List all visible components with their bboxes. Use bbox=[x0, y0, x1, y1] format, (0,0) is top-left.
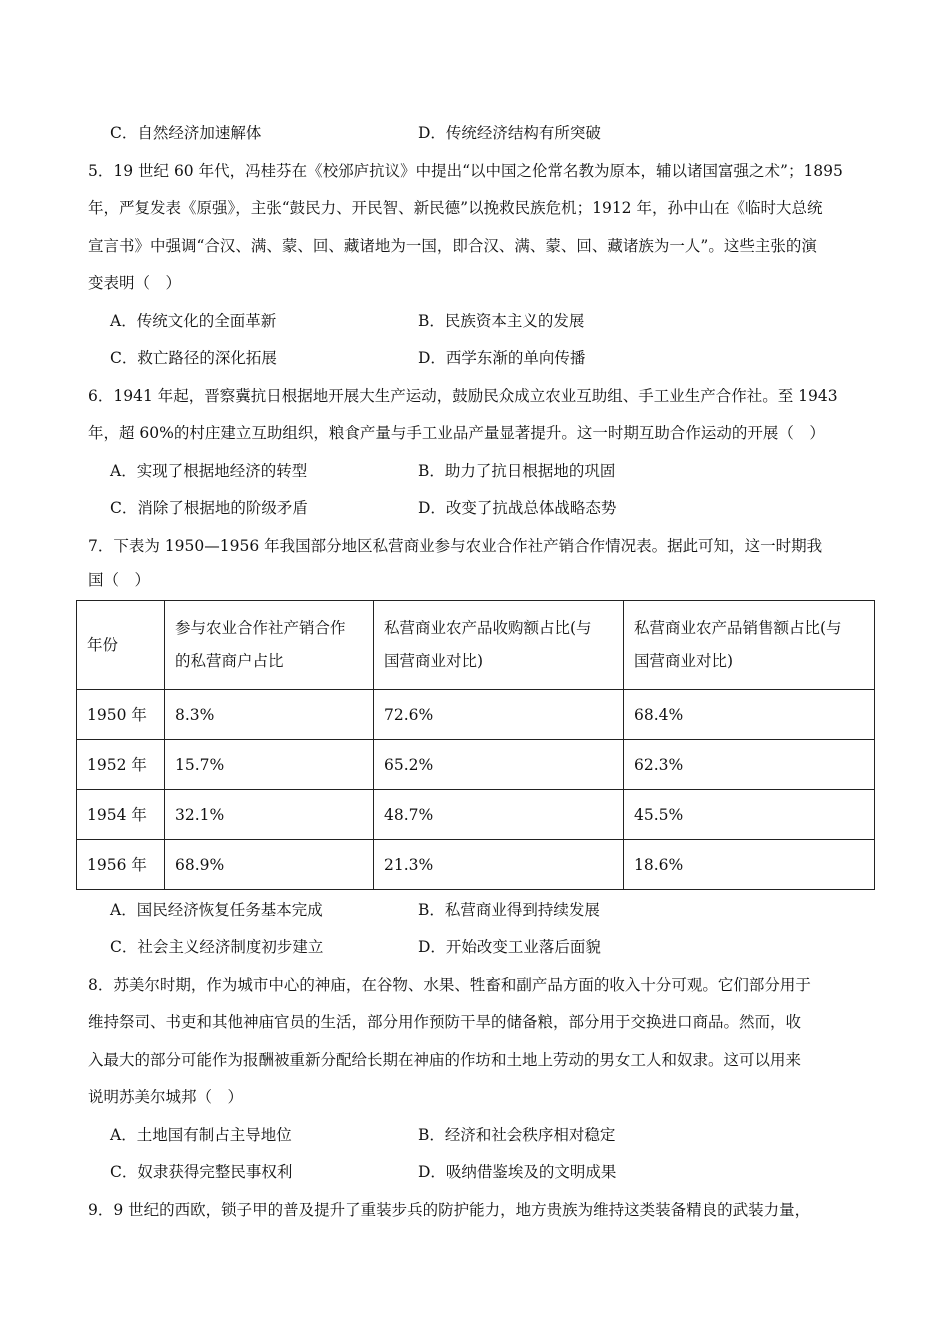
q5-option-a: A．传统文化的全面革新 bbox=[110, 312, 277, 330]
table-header-cell bbox=[624, 601, 875, 690]
q6-stem-line-2: 年，超 60%的村庄建立互助组织，粮食产量与手工业品产量显著提升。这一时期互助合作运动的开展（ ） bbox=[88, 424, 825, 442]
q7-data-table bbox=[76, 600, 875, 890]
table-cell: 72.6% bbox=[374, 690, 624, 740]
table-cell: 15.7% bbox=[165, 740, 374, 790]
table-row bbox=[77, 690, 875, 740]
q5-stem-line-2: 年，严复发表《原强》，主张“鼓民力、开民智、新民德”以挽救民族危机；1912 年，孙中山在《临时大总统 bbox=[88, 199, 823, 217]
q7-stem-line-1: 7．下表为 1950—1956 年我国部分地区私营商业参与农业合作社产销合作情况表。据此可知，这一时期我 bbox=[88, 537, 823, 555]
q7-option-d: D．开始改变工业落后面貌 bbox=[418, 938, 601, 956]
table-cell: 8.3% bbox=[165, 690, 374, 740]
table-cell: 65.2% bbox=[374, 740, 624, 790]
header-line: 私营商业农产品收购额占比(与 bbox=[384, 619, 592, 637]
table-header-cell bbox=[374, 601, 624, 690]
q4-option-c: C．自然经济加速解体 bbox=[110, 124, 262, 142]
table-cell: 48.7% bbox=[374, 790, 624, 840]
q5-stem-line-1: 5．19 世纪 60 年代，冯桂芬在《校邠庐抗议》中提出“以中国之伦常名教为原本，辅以诸国富强之术”；1895 bbox=[88, 162, 843, 180]
q8-option-c: C．奴隶获得完整民事权利 bbox=[110, 1163, 293, 1181]
table-cell-year: 1950 年 bbox=[77, 690, 165, 740]
q8-stem-line-3: 入最大的部分可能作为报酬被重新分配给长期在神庙的作坊和土地上劳动的男女工人和奴隶。这可以用来 bbox=[88, 1051, 802, 1069]
header-line: 的私营商户占比 bbox=[175, 652, 284, 670]
q5-stem-line-3: 宣言书》中强调“合汉、满、蒙、回、藏诸地为一国，即合汉、满、蒙、回、藏诸族为一人”。这些主张的演 bbox=[88, 237, 817, 255]
header-line: 国营商业对比) bbox=[634, 652, 734, 670]
table-cell: 21.3% bbox=[374, 840, 624, 890]
table-row bbox=[77, 840, 875, 890]
q7-option-c: C．社会主义经济制度初步建立 bbox=[110, 938, 324, 956]
q5-option-b: B．民族资本主义的发展 bbox=[418, 312, 585, 330]
q9-stem-line-1: 9．9 世纪的西欧，锁子甲的普及提升了重装步兵的防护能力，地方贵族为维持这类装备精良的武装力量， bbox=[88, 1201, 811, 1219]
table-cell-year: 1954 年 bbox=[77, 790, 165, 840]
q8-stem-line-4: 说明苏美尔城邦（ ） bbox=[88, 1088, 244, 1106]
header-line: 私营商业农产品销售额占比(与 bbox=[634, 619, 842, 637]
table-cell: 18.6% bbox=[624, 840, 875, 890]
q6-option-a: A．实现了根据地经济的转型 bbox=[110, 462, 308, 480]
table-header-row bbox=[77, 601, 875, 690]
header-line: 年份 bbox=[87, 635, 119, 654]
q6-option-c: C．消除了根据地的阶级矛盾 bbox=[110, 499, 308, 517]
q7-option-b: B．私营商业得到持续发展 bbox=[418, 901, 600, 919]
q8-option-d: D．吸纳借鉴埃及的文明成果 bbox=[418, 1163, 617, 1181]
q8-option-a: A．土地国有制占主导地位 bbox=[110, 1126, 292, 1144]
table-cell: 62.3% bbox=[624, 740, 875, 790]
table-cell: 68.4% bbox=[624, 690, 875, 740]
q8-option-b: B．经济和社会秩序相对稳定 bbox=[418, 1126, 616, 1144]
q6-stem-line-1: 6．1941 年起，晋察冀抗日根据地开展大生产运动，鼓励民众成立农业互助组、手工业生产合作社。至 1943 bbox=[88, 387, 838, 405]
table-cell: 68.9% bbox=[165, 840, 374, 890]
q5-stem-line-4: 变表明（ ） bbox=[88, 274, 182, 292]
q5-option-d: D．西学东渐的单向传播 bbox=[418, 349, 586, 367]
table-row bbox=[77, 740, 875, 790]
header-line: 参与农业合作社产销合作 bbox=[175, 619, 346, 637]
table-cell: 45.5% bbox=[624, 790, 875, 840]
table-header-cell bbox=[165, 601, 374, 690]
table-cell-year: 1952 年 bbox=[77, 740, 165, 790]
q5-option-c: C．救亡路径的深化拓展 bbox=[110, 349, 277, 367]
header-line: 国营商业对比) bbox=[384, 652, 484, 670]
table-header-cell bbox=[77, 601, 165, 690]
q6-option-d: D．改变了抗战总体战略态势 bbox=[418, 499, 617, 517]
q7-option-a: A．国民经济恢复任务基本完成 bbox=[110, 901, 323, 919]
table-row bbox=[77, 790, 875, 840]
q7-stem-line-2: 国（ ） bbox=[88, 571, 151, 589]
q8-stem-line-2: 维持祭司、书吏和其他神庙官员的生活，部分用作预防干旱的储备粮，部分用于交换进口商品。然而，收 bbox=[88, 1013, 802, 1031]
table-cell-year: 1956 年 bbox=[77, 840, 165, 890]
table-cell: 32.1% bbox=[165, 790, 374, 840]
q4-option-d: D．传统经济结构有所突破 bbox=[418, 124, 601, 142]
q6-option-b: B．助力了抗日根据地的巩固 bbox=[418, 462, 616, 480]
q8-stem-line-1: 8．苏美尔时期，作为城市中心的神庙，在谷物、水果、牲畜和副产品方面的收入十分可观。它们部分用于 bbox=[88, 976, 811, 994]
